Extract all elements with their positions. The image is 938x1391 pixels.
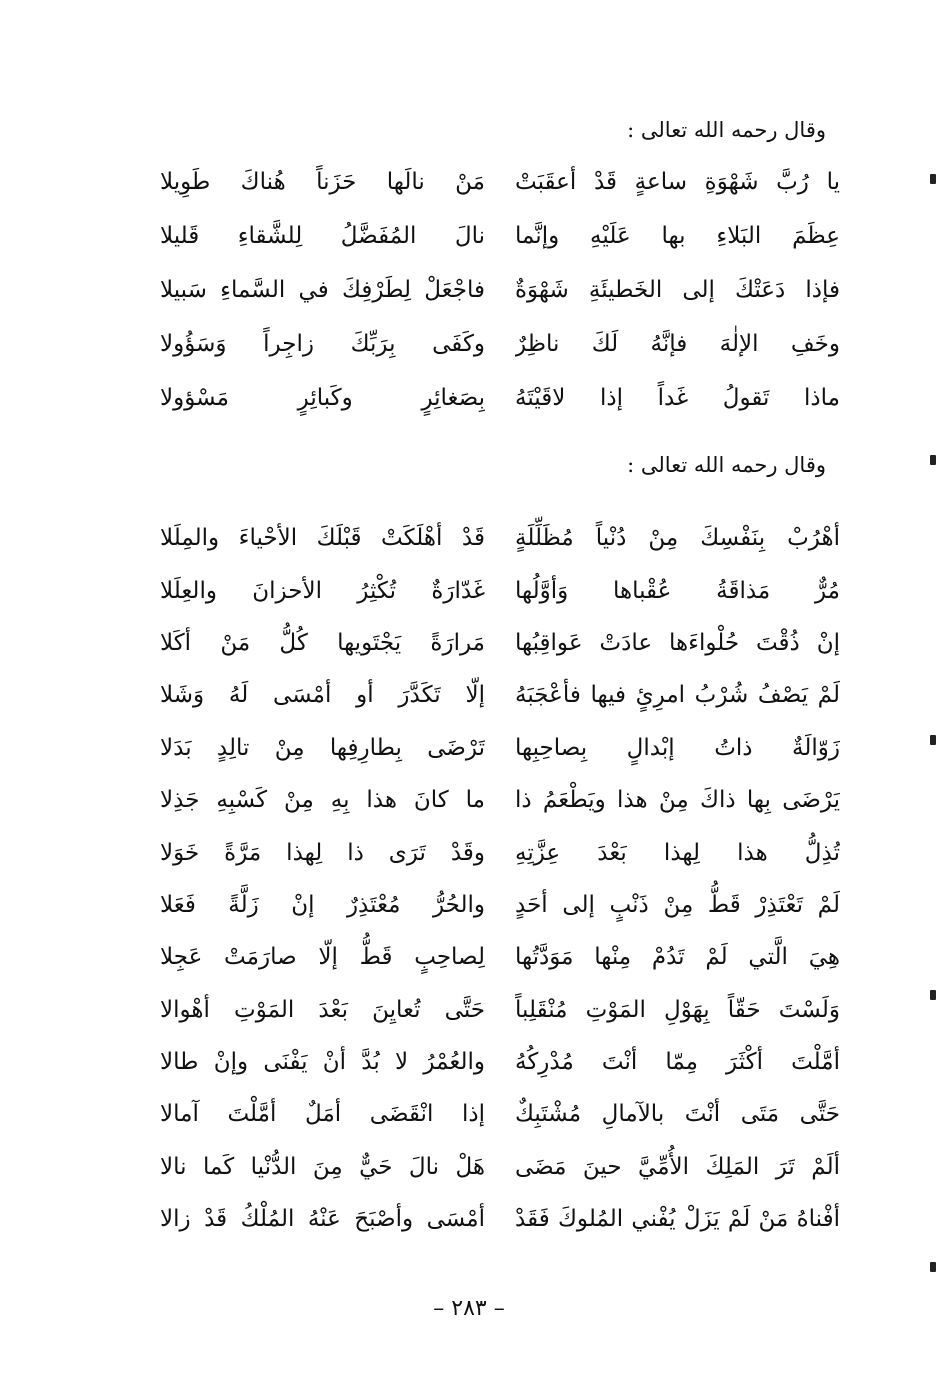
verse-first-hemistich: أمَّلْتَ أكْثَرَ مِمّا أنْتَ مُدْرِكُهُ <box>515 1049 840 1076</box>
verse <box>160 1141 840 1193</box>
verse-first-hemistich: زَوّالَةٌ ذاتُ إبْدالٍ بِصاحِبِها <box>515 734 840 761</box>
poem-2 <box>160 512 840 1245</box>
verse-second-hemistich: أمْسَى وأصْبَحَ عَنْهُ المُلْكُ قَدْ زالا <box>160 1206 485 1233</box>
verse <box>160 984 840 1036</box>
verse-second-hemistich: وقَدْ تَرَى ذا لِهذا مَرَّةً خَوَلا <box>160 839 485 866</box>
margin-mark <box>930 174 936 184</box>
verse-second-hemistich: وكَفَى بِرَبِّكَ زاجِراً وَسَؤُولا <box>160 331 485 357</box>
verse <box>160 564 840 616</box>
verse <box>160 155 840 209</box>
verse <box>160 1193 840 1245</box>
verse-first-hemistich: وخَفِ الإلٰهَ فإنَّهُ لَكَ ناظِرٌ <box>515 331 840 357</box>
verse-second-hemistich: ما كانَ هذا بِهِ مِنْ كَسْبِهِ جَذِلا <box>160 787 485 814</box>
verse-second-hemistich: إلّا تَكَدَّرَ أو أمْسَى لَهُ وَشَلا <box>160 682 485 709</box>
verse-first-hemistich: ماذا تَقولُ غَداً إذا لاقَيْتَهُ <box>515 385 840 411</box>
verse-first-hemistich: وَلَسْتَ حَقّاً بِهَوْلِ المَوْتِ مُنْقَلِباً <box>515 996 840 1023</box>
verse <box>160 826 840 878</box>
verse <box>160 931 840 983</box>
verse-second-hemistich: تَرْضَى بِطارِفِها مِنْ تالِدٍ بَدَلا <box>160 734 485 761</box>
verse-first-hemistich: هِيَ الَّتي لَمْ تَدُمْ مِنْها مَوَدَّتُها <box>515 944 840 971</box>
verse-second-hemistich: هَلْ نالَ حَيٌّ مِنَ الدُّنْيا كَما نالا <box>160 1153 485 1180</box>
verse-first-hemistich: ألَمْ تَرَ المَلِكَ الأُمِّيَّ حينَ مَضَى <box>515 1153 840 1180</box>
verse-second-hemistich: مَنْ نالَها حَزَناً هُناكَ طَوِيلا <box>160 169 485 195</box>
verse-second-hemistich: مَرارَةً يَجْتَويها كُلُّ مَنْ أكَلا <box>160 629 485 656</box>
verse-first-hemistich: إنْ ذُقْتَ حُلْواءَها عادَتْ عَواقِبُها <box>515 629 840 656</box>
verse <box>160 722 840 774</box>
verse-second-hemistich: والحُرُّ مُعْتَذِرٌ إنْ زَلَّةً فَعَلا <box>160 891 485 918</box>
verse-first-hemistich: أفْناهُ مَنْ لَمْ يَزَلْ يُفْني المُلوكَ فَقَدْ <box>515 1206 840 1233</box>
verse-first-hemistich: فإذا دَعَتْكَ إلى الخَطيئَةِ شَهْوَةٌ <box>515 277 840 303</box>
verse-second-hemistich: فاجْعَلْ لِطَرْفِكَ في السَّماءِ سَبيلا <box>160 277 485 303</box>
verse-first-hemistich: أهْرُبْ بِنَفْسِكَ مِنْ دُنْياً مُظَلِّلَةٍ <box>515 525 840 552</box>
verse <box>160 1036 840 1088</box>
poem-1 <box>160 155 840 425</box>
margin-mark <box>930 1262 936 1272</box>
verse-second-hemistich: حَتَّى تُعايِنَ بَعْدَ المَوْتِ أهْوالا <box>160 996 485 1023</box>
poem-1-heading: وقال رحمه الله تعالى : <box>627 118 826 142</box>
margin-mark <box>930 735 936 745</box>
verse-first-hemistich: لَمْ يَصْفُ شُرْبُ امرِئٍ فيها فأعْجَبَهُ <box>515 682 840 709</box>
verse-first-hemistich: يا رُبَّ شَهْوَةِ ساعةٍ قَدْ أعقَبَتْ <box>515 169 840 195</box>
verse <box>160 617 840 669</box>
verse <box>160 879 840 931</box>
verse-second-hemistich: نالَ المُفَضَّلُ لِلشَّقاءِ قَليلا <box>160 223 485 249</box>
verse-first-hemistich: يَرْضَى بِها ذاكَ مِنْ هذا ويَطْعَمُ ذا <box>515 787 840 814</box>
verse-first-hemistich: عِظَمَ البَلاءِ بها عَلَيْهِ وإنَّما <box>515 223 840 249</box>
verse-second-hemistich: غَدّارَةٌ تُكْثِرُ الأحزانَ والعِلَلا <box>160 577 485 604</box>
verse-first-hemistich: تُذِلُّ هذا لِهذا بَعْدَ عِزَّتِهِ <box>515 839 840 866</box>
margin-mark <box>930 455 936 465</box>
margin-mark <box>930 990 936 1000</box>
verse-second-hemistich: لِصاحِبٍ قَطُّ إلّا صارَمَتْ عَجِلا <box>160 944 485 971</box>
verse-second-hemistich: قَدْ أهْلَكَتْ قَبْلَكَ الأحْياءَ والمِلَلا <box>160 525 485 552</box>
verse <box>160 669 840 721</box>
verse-first-hemistich: مُرٌّ مَذاقَةُ عُقْباها وَأوَّلُها <box>515 577 840 604</box>
verse <box>160 263 840 317</box>
poem-2-heading: وقال رحمه الله تعالى : <box>627 453 826 477</box>
verse <box>160 1088 840 1140</box>
verse-second-hemistich: بِصَغائِرٍ وكَبائِرٍ مَسْؤولا <box>160 385 485 411</box>
verse-second-hemistich: إذا انْقَضَى أمَلٌ أمَّلْتَ آمالا <box>160 1101 485 1128</box>
verse-first-hemistich: لَمْ تَعْتَذِرْ قَطُّ مِنْ ذَنْبٍ إلى أحَدٍ <box>515 891 840 918</box>
page-number: – ٢٨٣ – <box>433 1296 505 1321</box>
verse <box>160 209 840 263</box>
verse <box>160 512 840 564</box>
verse <box>160 774 840 826</box>
verse <box>160 317 840 371</box>
verse-second-hemistich: والعُمْرُ لا بُدَّ أنْ يَفْنَى وإنْ طالا <box>160 1049 485 1076</box>
verse-first-hemistich: حَتَّى مَتَى أنْتَ بالآمالِ مُشْتَبِكٌ <box>515 1101 840 1128</box>
verse <box>160 371 840 425</box>
